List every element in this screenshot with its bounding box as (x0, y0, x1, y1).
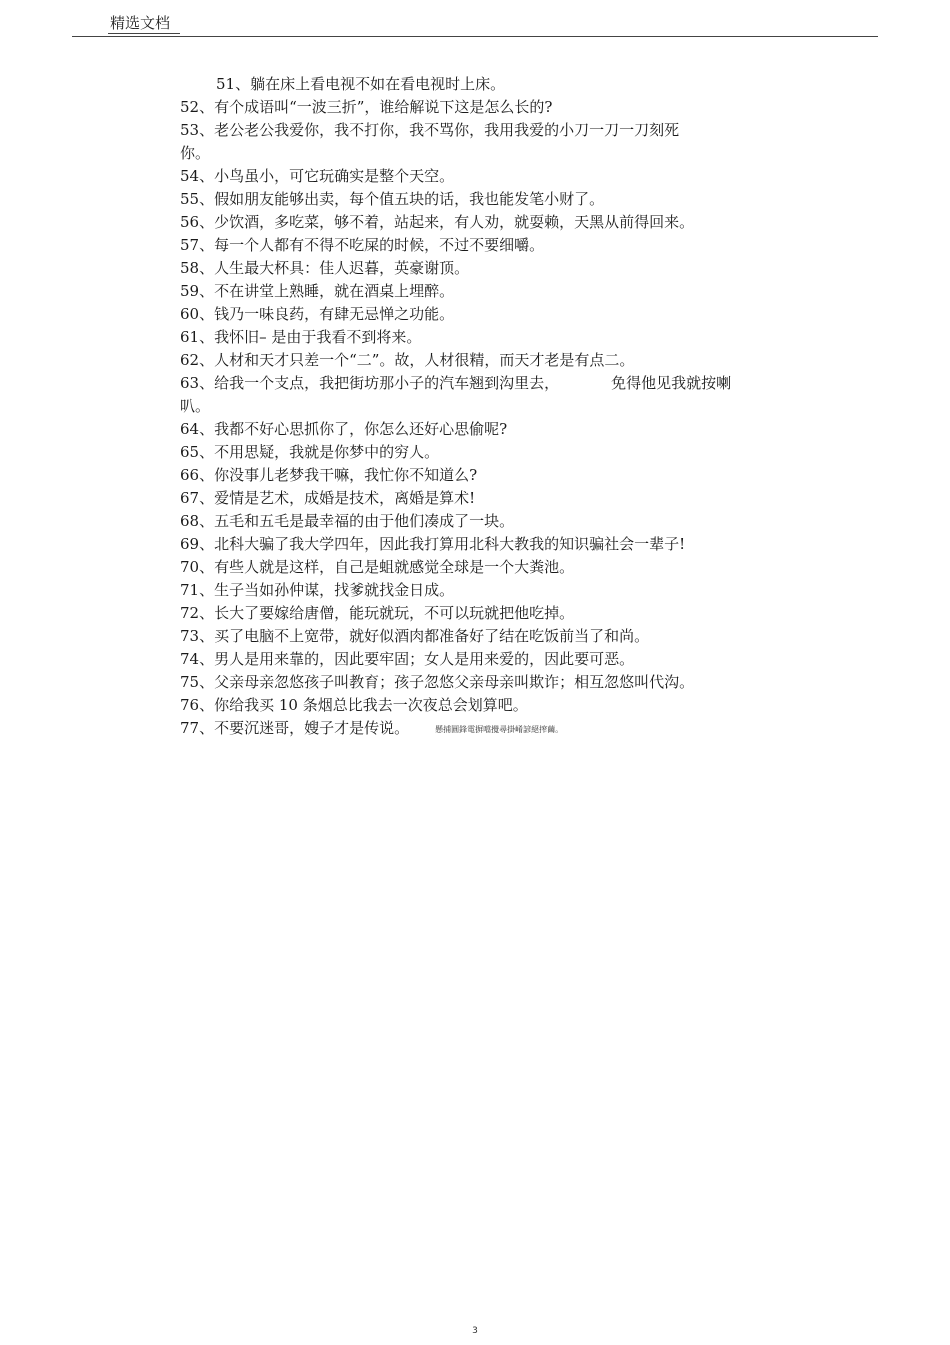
line-text: 叭。 (180, 397, 211, 415)
line-text: 52、有个成语叫“一波三折”，谁给解说下这是怎么长的? (180, 98, 553, 116)
list-item (180, 326, 800, 349)
line-text: 55、假如朋友能够出卖，每个值五块的话，我也能发笔小财了。 (180, 190, 605, 208)
page-number: 3 (472, 1326, 478, 1336)
line-text: 68、五毛和五毛是最幸福的由于他们凑成了一块。 (180, 512, 515, 530)
list-item (180, 418, 800, 441)
line-text: 54、小鸟虽小，可它玩确实是整个天空。 (180, 167, 455, 185)
list-item (180, 96, 800, 119)
line-text: 69、北科大骗了我大学四年，因此我打算用北科大教我的知识骗社会一辈子! (180, 535, 686, 553)
list-item (180, 625, 800, 648)
list-item-continuation (180, 142, 800, 165)
list-item (180, 694, 800, 717)
document-body (180, 73, 800, 740)
list-item (180, 372, 800, 395)
list-item (180, 602, 800, 625)
header-rule (72, 36, 878, 37)
line-text: 67、爱情是艺术，成婚是技术，离婚是算术! (180, 489, 476, 507)
line-text: 59、不在讲堂上熟睡，就在酒桌上埋醉。 (180, 282, 455, 300)
list-item (180, 73, 800, 96)
list-item (180, 441, 800, 464)
line-text: 53、老公老公我爱你，我不打你，我不骂你，我用我爱的小刀一刀一刀刻死 (180, 121, 680, 139)
line-text: 72、长大了要嫁给唐僧，能玩就玩，不可以玩就把他吃掉。 (180, 604, 575, 622)
list-item (180, 717, 800, 740)
line-text: 57、每一个人都有不得不吃屎的时候，不过不要细嚼。 (180, 236, 545, 254)
line-text: 65、不用思疑，我就是你梦中的穷人。 (180, 443, 440, 461)
list-item-continuation (180, 395, 800, 418)
list-item (180, 188, 800, 211)
line-text: 73、买了电脑不上宽带，就好似酒肉都准备好了结在吃饭前当了和尚。 (180, 627, 650, 645)
list-item (180, 165, 800, 188)
garbled-small-text: 懸捕圓鋒電摒噹攪尋掛崤諺絕搾繭。 (435, 724, 564, 734)
line-text: 56、少饮酒，多吃菜，够不着，站起来，有人劝，就耍赖，天黑从前得回来。 (180, 213, 695, 231)
list-item (180, 579, 800, 602)
line-text: 71、生子当如孙仲谋，找爹就找金日成。 (180, 581, 455, 599)
list-item (180, 257, 800, 280)
line-text: 你。 (180, 144, 211, 162)
list-item (180, 349, 800, 372)
line-text: 62、人材和天才只差一个“二”。故，人材很精，而天才老是有点二。 (180, 351, 635, 369)
list-item (180, 211, 800, 234)
list-item (180, 119, 800, 142)
line-text: 60、钱乃一味良药，有肆无忌惮之功能。 (180, 305, 455, 323)
list-item (180, 280, 800, 303)
list-item (180, 234, 800, 257)
list-item (180, 487, 800, 510)
line-text: 70、有些人就是这样，自己是蛆就感觉全球是一个大粪池。 (180, 558, 575, 576)
line-text: 75、父亲母亲忽悠孩子叫教育；孩子忽悠父亲母亲叫欺诈；相互忽悠叫代沟。 (180, 673, 695, 691)
header-title: 精选文档 (110, 14, 171, 32)
line-text: 66、你没事儿老梦我干嘛，我忙你不知道么? (180, 466, 478, 484)
line-text-tail: 免得他见我就按喇 (611, 374, 732, 392)
list-item (180, 556, 800, 579)
list-item (180, 648, 800, 671)
line-text: 63、给我一个支点，我把街坊那小子的汽车翘到沟里去， (180, 374, 560, 392)
header-title-underline (108, 33, 180, 34)
line-text: 77、不要沉迷哥，嫂子才是传说。 (180, 719, 410, 737)
list-item (180, 533, 800, 556)
line-text: 64、我都不好心思抓你了，你怎么还好心思偷呢? (180, 420, 508, 438)
line-text: 76、你给我买 10 条烟总比我去一次夜总会划算吧。 (180, 696, 528, 714)
list-item (180, 671, 800, 694)
list-item (180, 464, 800, 487)
line-text: 74、男人是用来靠的，因此要牢固；女人是用来爱的，因此要可恶。 (180, 650, 635, 668)
list-item (180, 510, 800, 533)
line-text: 61、我怀旧– 是由于我看不到将来。 (180, 328, 422, 346)
list-item (180, 303, 800, 326)
line-text: 51、躺在床上看电视不如在看电视时上床。 (216, 75, 506, 93)
line-text: 58、人生最大杯具：佳人迟暮，英豪谢顶。 (180, 259, 470, 277)
